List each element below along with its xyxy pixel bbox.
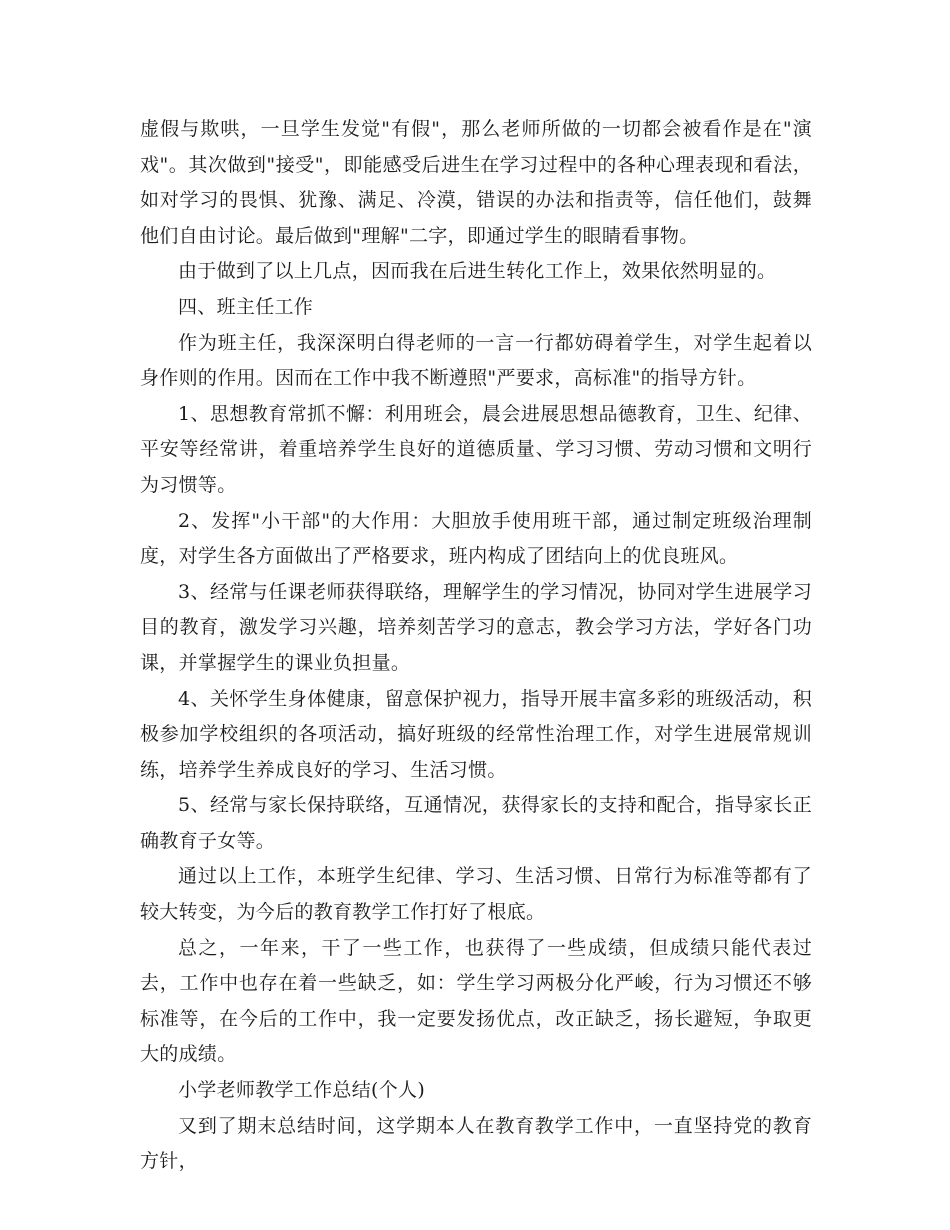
document-body	[140, 112, 812, 1180]
list-item-2: 2、发挥"小干部"的大作用：大胆放手使用班干部，通过制定班级治理制度，对学生各方面做出了严格要求，班内构成了团结向上的优良班风。	[140, 509, 812, 568]
paragraph-10: 通过以上工作，本班学生纪律、学习、生活习惯、日常行为标准等都有了较大转变，为今后的教育教学工作打好了根底。	[140, 865, 812, 924]
section-title-teaching-summary: 小学老师教学工作总结(个人)	[178, 1079, 426, 1102]
paragraph-4: 作为班主任，我深深明白得老师的一言一行都妨碍着学生，对学生起着以身作则的作用。因而在工作中我不断遵照"严要求，高标准"的指导方针。	[140, 331, 812, 390]
list-item-3: 3、经常与任课老师获得联络，理解学生的学习情况，协同对学生进展学习目的教育，激发学习兴趣，培养刻苦学习的意志，教会学习方法，学好各门功课，并掌握学生的课业负担量。	[140, 580, 812, 674]
paragraph-11: 总之，一年来，干了一些工作，也获得了一些成绩，但成绩只能代表过去，工作中也存在着一些缺乏，如：学生学习两极分化严峻，行为习惯还不够标准等，在今后的工作中，我一定要发扬优点，改正缺乏，扬长避短，争取更大的成绩。	[140, 936, 812, 1066]
paragraph-13: 又到了期末总结时间，这学期本人在教育教学工作中，一直坚持党的教育方针，	[140, 1114, 812, 1173]
section-heading-class-teacher-work: 四、班主任工作	[178, 295, 314, 318]
paragraph-2: 由于做到了以上几点，因而我在后进生转化工作上，效果依然明显的。	[178, 260, 777, 283]
list-item-5: 5、经常与家长保持联络，互通情况，获得家长的支持和配合，指导家长正确教育子女等。	[140, 794, 812, 852]
list-item-4: 4、关怀学生身体健康，留意保护视力，指导开展丰富多彩的班级活动，积极参加学校组织的各项活动，搞好班级的经常性治理工作，对学生进展常规训练，培养学生养成良好的学习、生活习惯。	[140, 687, 812, 781]
paragraph-1: 虚假与欺哄，一旦学生发觉"有假"，那么老师所做的一切都会被看作是在"演戏"。其次做到"接受"，即能感受后进生在学习过程中的各种心理表现和看法，如对学习的畏惧、犹豫、满足、冷漠，错误的办法和指责等，信任他们，鼓舞他们自由讨论。最后做到"理解"二字，即通过学生的眼睛看事物。	[140, 118, 812, 247]
list-item-1: 1、思想教育常抓不懈：利用班会，晨会进展思想品德教育，卫生、纪律、平安等经常讲，着重培养学生良好的道德质量、学习习惯、劳动习惯和文明行为习惯等。	[140, 402, 812, 496]
